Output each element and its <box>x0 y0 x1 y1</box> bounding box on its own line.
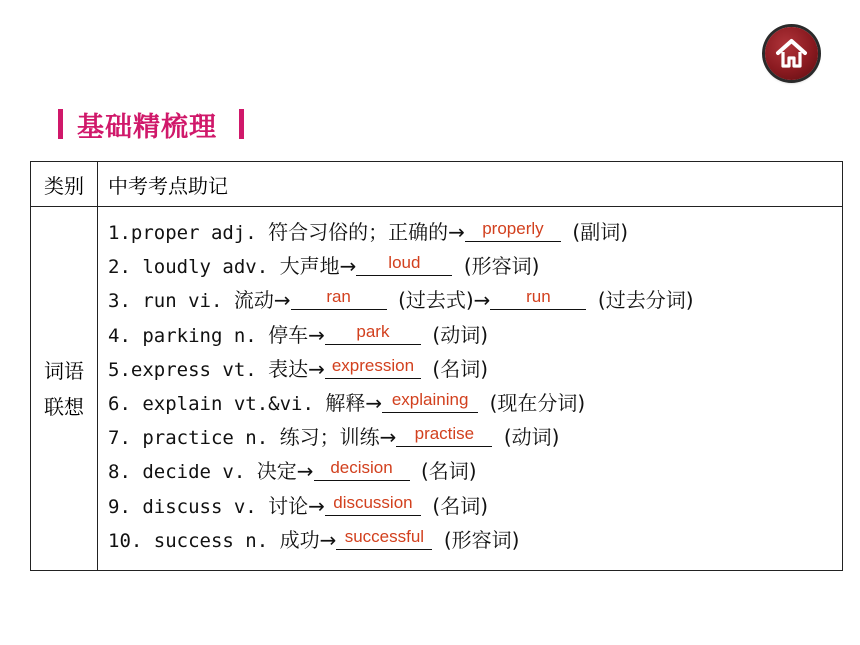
answer-blank <box>382 388 478 413</box>
line-note: (过去分词) <box>597 288 694 313</box>
answer-text: practise <box>414 424 475 444</box>
line-note: (形容词) <box>443 527 520 552</box>
answer-text: explaining <box>391 389 469 409</box>
section-title <box>58 104 244 144</box>
line-lead: 4. parking n. <box>108 324 257 347</box>
answer-text: properly <box>482 219 544 238</box>
arrow: → <box>296 459 314 484</box>
answer-blank <box>356 251 452 276</box>
answer-blank <box>490 285 586 310</box>
arrow: → <box>308 356 325 381</box>
home-icon <box>774 36 809 71</box>
vocab-line <box>108 215 842 249</box>
category-line-2: 联想 <box>44 394 84 419</box>
answer-text: run <box>526 287 551 307</box>
arrow: → <box>308 493 325 518</box>
answer-text: expression <box>331 355 415 375</box>
line-meaning: 解释 <box>325 390 366 415</box>
answer-blank <box>291 285 387 310</box>
table-body-row <box>31 207 843 571</box>
vocab-line <box>108 318 842 352</box>
line-lead: 9. discuss v. <box>108 495 257 518</box>
vocab-line <box>108 523 842 557</box>
arrow: → <box>473 288 491 313</box>
header-category: 类别 <box>31 162 98 207</box>
arrow: → <box>379 425 397 450</box>
header-notes: 中考考点助记 <box>98 162 843 207</box>
line-meaning: 符合习俗的；正确的 <box>268 220 449 244</box>
line-meaning: 成功 <box>279 527 320 552</box>
answer-blank <box>325 354 421 379</box>
section-title-text: 基础精梳理 <box>77 111 217 143</box>
line-lead: 6. explain vt.&vi. <box>108 392 314 415</box>
vocab-line <box>108 454 842 488</box>
line-meaning: 练习；训练 <box>279 425 380 450</box>
line-note-mid: (过去式) <box>398 288 474 313</box>
vocab-line <box>108 249 842 283</box>
answer-blank <box>336 525 432 550</box>
line-note: (名词) <box>432 493 488 518</box>
answer-blank <box>465 217 561 242</box>
line-lead: 7. practice n. <box>108 427 269 450</box>
arrow: → <box>448 220 465 244</box>
answer-blank <box>325 491 421 516</box>
line-note: (形容词) <box>463 254 540 279</box>
line-meaning: 大声地 <box>279 254 340 279</box>
vocab-line <box>108 489 842 523</box>
answer-blank <box>325 320 421 345</box>
line-meaning: 流动 <box>233 288 274 313</box>
table-header-row <box>31 162 843 207</box>
vocab-line <box>108 386 842 420</box>
category-line-1: 词语 <box>44 358 84 383</box>
arrow: → <box>339 254 357 279</box>
line-lead: 3. run vi. <box>108 290 223 313</box>
answer-blank <box>396 422 492 447</box>
line-meaning: 讨论 <box>268 493 309 518</box>
vocab-line <box>108 283 842 317</box>
line-note: (现在分词) <box>489 390 586 415</box>
line-meaning: 表达 <box>268 356 309 381</box>
answer-text: loud <box>388 253 421 273</box>
line-lead: 5.express vt. <box>108 358 257 381</box>
line-note: (动词) <box>503 425 560 450</box>
line-meaning: 决定 <box>256 459 297 484</box>
answer-text: decision <box>330 458 393 478</box>
line-lead: 2. loudly adv. <box>108 256 269 279</box>
line-note: (动词) <box>432 322 488 347</box>
line-note: (副词) <box>572 220 628 244</box>
vocab-table <box>30 161 843 571</box>
vocab-line <box>108 420 842 454</box>
line-note: (名词) <box>420 459 477 484</box>
answer-text: park <box>356 321 390 341</box>
arrow: → <box>308 322 325 347</box>
arrow: → <box>273 288 291 313</box>
line-meaning: 停车 <box>268 322 309 347</box>
answer-text: discussion <box>333 492 413 512</box>
arrow: → <box>319 527 337 552</box>
line-lead: 1.proper adj. <box>108 222 257 244</box>
vocab-line <box>108 352 842 386</box>
answer-text: ran <box>326 287 351 307</box>
line-lead: 10. success n. <box>108 529 269 552</box>
arrow: → <box>365 390 383 415</box>
line-note: (名词) <box>432 356 488 381</box>
category-cell <box>31 207 98 571</box>
title-bar-left <box>58 109 63 139</box>
answer-blank <box>314 456 410 481</box>
title-bar-right <box>239 109 244 139</box>
notes-cell <box>98 207 843 571</box>
answer-text: successful <box>344 526 425 546</box>
line-lead: 8. decide v. <box>108 461 246 484</box>
home-button[interactable] <box>765 27 818 80</box>
